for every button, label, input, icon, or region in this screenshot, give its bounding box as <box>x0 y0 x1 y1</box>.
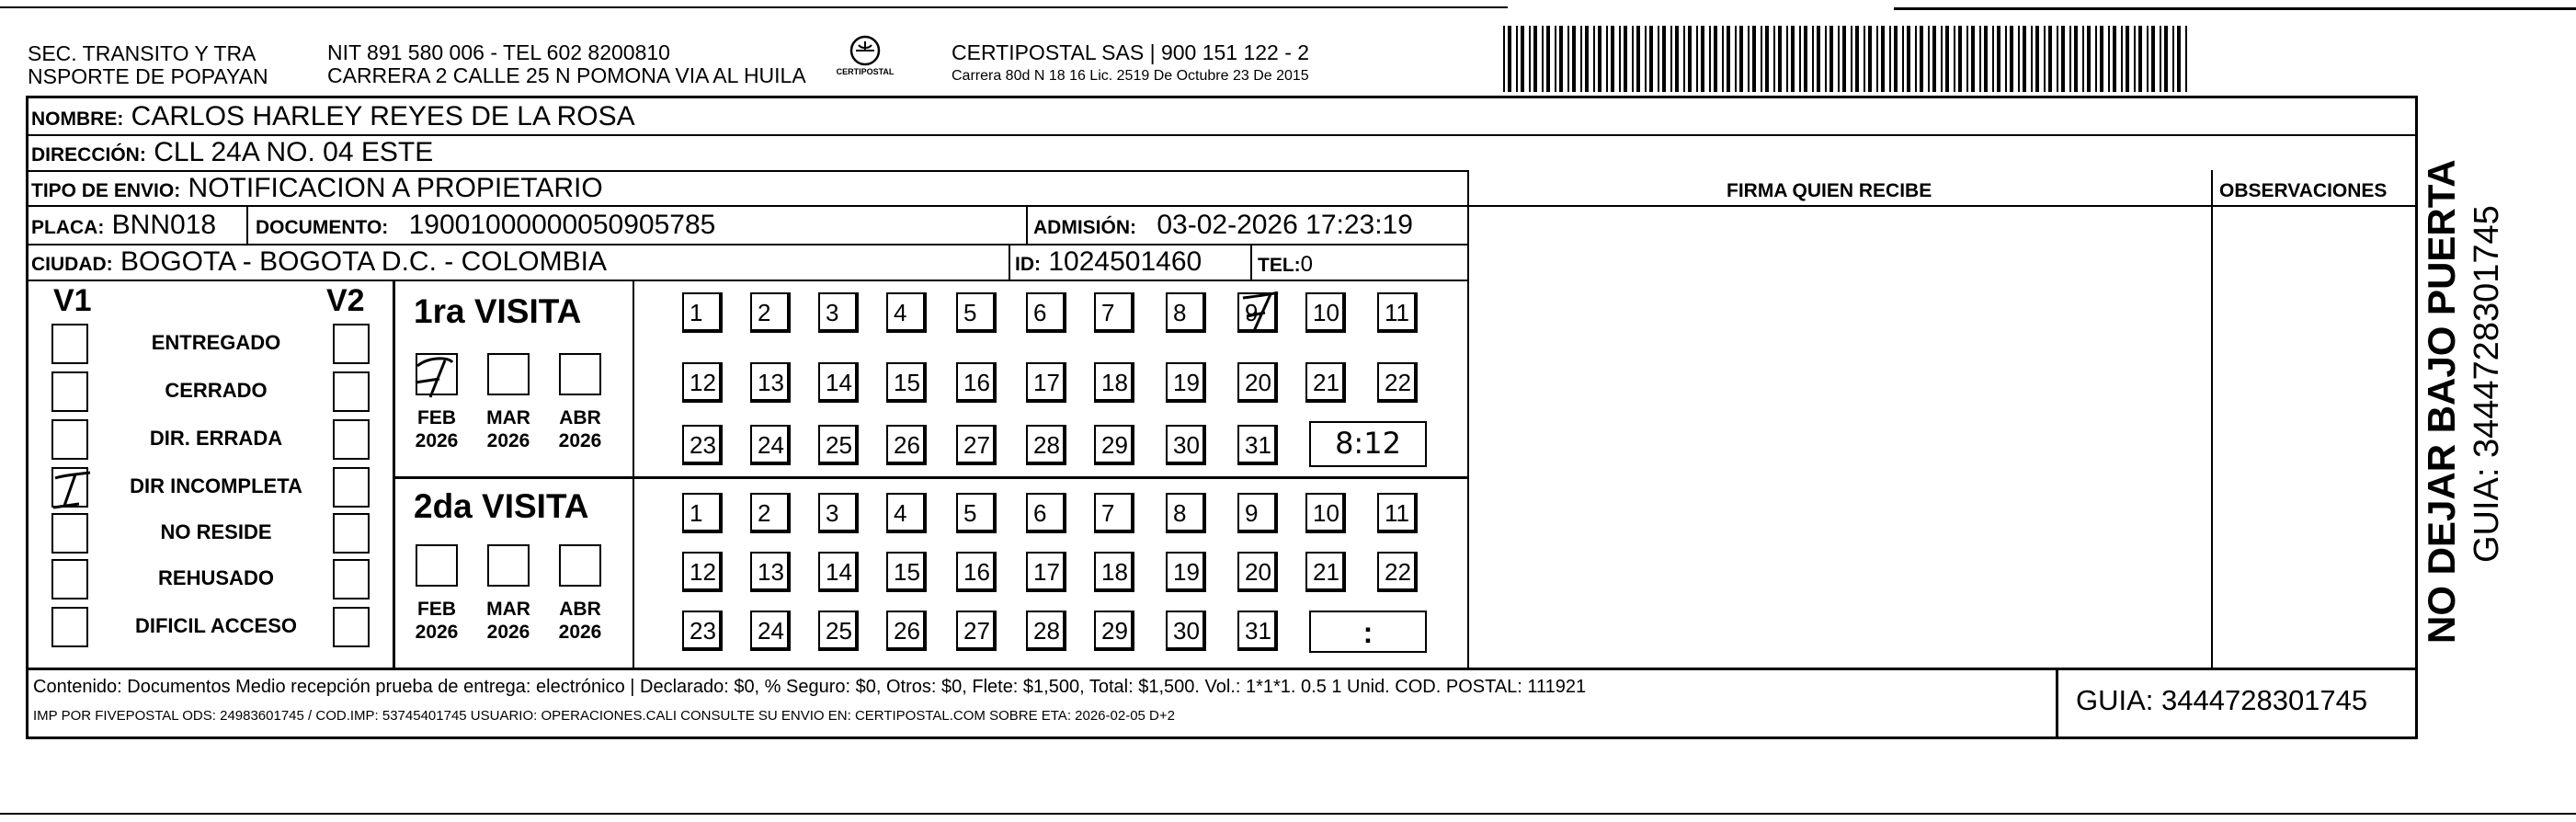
logo-text: CERTIPOSTAL <box>836 67 895 76</box>
first-visit-month-box[interactable] <box>487 353 530 395</box>
first-visit-day[interactable]: 19 <box>1166 362 1206 403</box>
barcode-bar <box>1662 26 1666 92</box>
placa-field <box>31 210 216 244</box>
direccion-field <box>31 137 433 171</box>
firma-left-divider <box>1467 170 1469 668</box>
barcode-bar <box>2061 26 2065 92</box>
barcode-bar <box>1868 26 1872 92</box>
barcode-bar <box>1611 26 1614 92</box>
id-value: 1024501460 <box>1048 246 1203 277</box>
bottom-edge-line <box>0 813 2576 815</box>
barcode-bar <box>1559 26 1563 92</box>
documento-value: 19001000000050905785 <box>408 210 716 240</box>
barcode-bar <box>1799 26 1801 92</box>
barcode-bar <box>2138 26 2142 92</box>
second-visit-month-box[interactable] <box>416 544 458 587</box>
tel-label: TEL: <box>1258 255 1301 276</box>
barcode-bar <box>1876 26 1878 92</box>
v2-checkbox[interactable] <box>333 419 370 460</box>
barcode-bar <box>1546 26 1550 92</box>
v1-checkbox[interactable] <box>51 419 88 460</box>
status-divider <box>393 281 395 668</box>
tel-field <box>1258 249 1313 281</box>
placa-label: PLACA: <box>31 217 105 238</box>
second-visit-day[interactable]: 16 <box>956 552 997 592</box>
nombre-field <box>31 101 635 135</box>
observaciones-left-divider <box>2211 170 2213 668</box>
barcode-bar <box>1636 26 1640 92</box>
second-visit-day[interactable]: 14 <box>818 552 859 592</box>
barcode-bar <box>1508 26 1511 92</box>
first-visit-day[interactable]: 6 <box>1026 292 1066 333</box>
second-visit-day[interactable]: 5 <box>956 493 997 533</box>
first-visit-day[interactable]: 24 <box>750 425 791 465</box>
first-visit-title: 1ra VISITA <box>414 292 582 330</box>
barcode-bar <box>2048 26 2052 92</box>
tel-divider <box>1250 245 1252 280</box>
form-top-border <box>26 96 2418 98</box>
first-visit-day[interactable]: 28 <box>1026 425 1066 465</box>
barcode-bar <box>2069 26 2071 92</box>
second-visit-day[interactable]: 22 <box>1377 552 1418 592</box>
admision-value: 03-02-2026 17:23:19 <box>1157 210 1413 240</box>
v2-checkbox[interactable] <box>333 513 370 554</box>
second-visit-day[interactable]: 17 <box>1026 552 1066 592</box>
barcode-bar <box>1593 26 1595 92</box>
barcode-bar <box>2018 26 2020 92</box>
barcode-bar <box>2121 26 2123 92</box>
guia-footer-divider <box>2056 668 2058 737</box>
second-visit-day[interactable]: 4 <box>886 493 927 533</box>
barcode-bar <box>1842 26 1846 92</box>
barcode-bar <box>1727 26 1730 92</box>
barcode-bar <box>1829 26 1833 92</box>
barcode-bar <box>1649 26 1653 92</box>
second-visit-day[interactable]: 6 <box>1026 493 1066 533</box>
barcode-bar <box>1778 26 1782 92</box>
barcode-bar <box>1658 26 1659 92</box>
first-visit-day[interactable]: 26 <box>886 425 927 465</box>
barcode-bar <box>1928 26 1930 92</box>
barcode-bar <box>2172 26 2174 92</box>
first-visit-day[interactable]: 7 <box>1094 292 1134 333</box>
first-visit-day[interactable]: 11 <box>1377 292 1418 333</box>
tipo-envio-value: NOTIFICACION A PROPIETARIO <box>188 173 603 203</box>
barcode-bar <box>1624 26 1627 92</box>
sender-line-1: SEC. TRANSITO Y TRA <box>28 41 256 65</box>
barcode-bar <box>2147 26 2149 92</box>
footer-imp: IMP POR FIVEPOSTAL ODS: 24983601745 / COD.IMP: 53745401745 USUARIO: OPERACIONES.CALI CONSULTE SU ENVIO EN: CERTIPOSTAL.COM SOBRE ETA: 2026-02-05 D+2 <box>33 708 1175 724</box>
second-visit-day[interactable]: 19 <box>1166 552 1206 592</box>
form-bottom-border <box>26 736 2418 739</box>
first-visit-day[interactable]: 10 <box>1305 292 1346 333</box>
month-label: ABR 2026 <box>558 407 602 451</box>
first-visit-day[interactable]: 12 <box>682 362 723 403</box>
barcode-bar <box>1966 26 1968 92</box>
check-mark-dir-incompleta <box>48 467 94 513</box>
placa-value: BNN018 <box>111 210 217 240</box>
barcode-bar <box>1598 26 1601 92</box>
first-visit-day[interactable]: 29 <box>1094 425 1134 465</box>
side-warning: NO DEJAR BAJO PUERTA <box>2420 159 2463 644</box>
month-label: MAR 2026 <box>486 407 530 451</box>
barcode-bar <box>1739 26 1743 92</box>
ciudad-field <box>31 246 607 280</box>
second-visit-day[interactable]: 10 <box>1305 493 1346 533</box>
direccion-label: DIRECCIÓN: <box>31 144 146 166</box>
company-line: CERTIPOSTAL SAS | 900 151 122 - 2 <box>952 40 1310 64</box>
barcode-bar <box>2134 26 2136 92</box>
barcode-bar <box>1804 26 1807 92</box>
ciudad-label: CIUDAD: <box>31 254 113 275</box>
second-visit-title: 2da VISITA <box>414 487 589 525</box>
v2-checkbox[interactable] <box>333 371 370 412</box>
barcode-bar <box>1971 26 1975 92</box>
barcode-bar <box>2151 26 2155 92</box>
barcode-bar <box>2164 26 2168 92</box>
v1-checkbox[interactable] <box>51 559 88 599</box>
barcode-bar <box>1748 26 1750 92</box>
status-label: NO RESIDE <box>160 520 272 543</box>
barcode-bar <box>1997 26 2000 92</box>
barcode-bar <box>1851 26 1852 92</box>
second-visit-day[interactable]: 8 <box>1166 493 1206 533</box>
first-visit-day[interactable]: 16 <box>956 362 997 403</box>
footer-top-line <box>26 668 2418 670</box>
status-label: DIR. ERRADA <box>149 427 283 450</box>
barcode-bar <box>1773 26 1775 92</box>
nombre-label: NOMBRE: <box>31 108 124 130</box>
placa-divider <box>246 207 248 244</box>
barcode-bar <box>1683 26 1685 92</box>
second-visit-day[interactable]: 13 <box>750 552 791 592</box>
barcode-bar <box>2113 26 2116 92</box>
status-label: DIFICIL ACCESO <box>134 614 297 637</box>
barcode-bar <box>1979 26 1981 92</box>
second-visit-day[interactable]: 7 <box>1094 493 1134 533</box>
second-visit-day[interactable]: 12 <box>682 552 723 592</box>
admision-divider <box>1026 207 1028 244</box>
barcode-bar <box>1580 26 1582 92</box>
tel-value: 0 <box>1300 252 1314 277</box>
barcode-bar <box>1722 26 1724 92</box>
first-visit-day[interactable]: 3 <box>818 292 859 333</box>
barcode-bar <box>1894 26 1898 92</box>
documento-label: DOCUMENTO: <box>256 217 389 238</box>
barcode-bar <box>2010 26 2013 92</box>
barcode-bar <box>2100 26 2103 92</box>
barcode-bar <box>1954 26 1955 92</box>
first-visit-day[interactable]: 17 <box>1026 362 1066 403</box>
barcode-bar <box>1701 26 1704 92</box>
status-label: REHUSADO <box>158 566 274 589</box>
barcode-bar <box>1645 26 1647 92</box>
v2-checkbox[interactable] <box>333 559 370 599</box>
barcode-bar <box>1958 26 1962 92</box>
barcode-bar <box>2082 26 2084 92</box>
month-label: MAR 2026 <box>486 599 530 643</box>
second-visit-day[interactable]: 20 <box>1237 552 1278 592</box>
barcode-bar <box>1735 26 1737 92</box>
barcode-bar <box>1503 26 1505 92</box>
second-visit-day[interactable]: 1 <box>682 493 723 533</box>
admision-label: ADMISIÓN: <box>1033 217 1136 238</box>
sender-line-2: NSPORTE DE POPAYAN <box>28 64 268 88</box>
second-visit-month-box[interactable] <box>487 544 530 587</box>
first-visit-day[interactable]: 22 <box>1377 362 1418 403</box>
first-visit-day[interactable]: 4 <box>886 292 927 333</box>
license-line: Carrera 80d N 18 16 Lic. 2519 De Octubre 23 De 2015 <box>952 68 1309 84</box>
second-visit-day[interactable]: 25 <box>818 611 859 651</box>
id-divider <box>1009 245 1010 280</box>
second-visit-day[interactable]: 26 <box>886 611 927 651</box>
first-visit-time[interactable]: 8:12 <box>1309 421 1427 467</box>
first-visit-day[interactable]: 5 <box>956 292 997 333</box>
second-visit-day[interactable]: 15 <box>886 552 927 592</box>
first-visit-month-box[interactable] <box>559 353 601 395</box>
barcode-bar <box>1889 26 1891 92</box>
first-visit-day[interactable]: 30 <box>1166 425 1206 465</box>
observaciones-header: OBSERVACIONES <box>2219 180 2388 201</box>
id-field <box>1015 246 1202 280</box>
first-visit-day[interactable]: 27 <box>956 425 997 465</box>
barcode-bar <box>1825 26 1827 92</box>
second-visit-day[interactable]: 18 <box>1094 552 1134 592</box>
barcode <box>1503 26 2193 92</box>
first-visit-day[interactable]: 14 <box>818 362 859 403</box>
first-visit-day[interactable]: 1 <box>682 292 723 333</box>
barcode-bar <box>1907 26 1910 92</box>
v1-checkbox[interactable] <box>51 513 88 554</box>
barcode-bar <box>1542 26 1544 92</box>
firma-header: FIRMA QUIEN RECIBE <box>1727 180 1932 201</box>
first-visit-day[interactable]: 23 <box>682 425 723 465</box>
second-visit-day[interactable]: 2 <box>750 493 791 533</box>
second-visit-day[interactable]: 27 <box>956 611 997 651</box>
barcode-bar <box>1765 26 1769 92</box>
footer-guia: GUIA: 3444728301745 <box>2076 684 2368 716</box>
tipo-envio-label: TIPO DE ENVIO: <box>31 180 181 201</box>
second-visit-day[interactable]: 23 <box>682 611 723 651</box>
barcode-bar <box>1632 26 1634 92</box>
month-label: FEB 2026 <box>415 599 459 643</box>
v1-label: V1 <box>53 283 92 318</box>
barcode-bar <box>1838 26 1840 92</box>
barcode-bar <box>1521 26 1524 92</box>
check-mark-feb <box>412 353 458 403</box>
direccion-value: CLL 24A NO. 04 ESTE <box>154 137 434 167</box>
v2-checkbox[interactable] <box>333 324 370 364</box>
nit-line: NIT 891 580 006 - TEL 602 8200810 <box>327 40 670 64</box>
barcode-bar <box>2108 26 2110 92</box>
barcode-bar <box>1786 26 1788 92</box>
barcode-bar <box>1941 26 1943 92</box>
barcode-bar <box>2005 26 2007 92</box>
first-visit-day[interactable]: 20 <box>1237 362 1278 403</box>
second-visit-day[interactable]: 9 <box>1237 493 1278 533</box>
barcode-bar <box>1761 26 1762 92</box>
certipostal-logo <box>832 34 898 80</box>
status-label: DIR INCOMPLETA <box>130 474 302 497</box>
barcode-bar <box>2095 26 2097 92</box>
footer-contenido: Contenido: Documentos Medio recepción prueba de entrega: electrónico | Declarado: $0, % Seguro: $0, Otros: $0, Flete: $1,500, Total: $1,500. Vol.: 1*1*1. 0.5 1 Unid. COD. POSTAL: 111921 <box>33 677 1587 697</box>
id-label: ID: <box>1015 254 1041 275</box>
second-visit-day[interactable]: 31 <box>1237 611 1278 651</box>
barcode-bar <box>1902 26 1904 92</box>
form-left-border <box>26 96 28 739</box>
barcode-bar <box>1932 26 1936 92</box>
barcode-bar <box>2185 26 2187 92</box>
v2-checkbox[interactable] <box>333 467 370 508</box>
admision-field <box>1033 210 1413 244</box>
barcode-bar <box>1688 26 1692 92</box>
v1-checkbox[interactable] <box>51 371 88 412</box>
barcode-bar <box>1864 26 1865 92</box>
barcode-bar <box>2044 26 2046 92</box>
second-visit-day[interactable]: 24 <box>750 611 791 651</box>
month-label: ABR 2026 <box>558 599 602 643</box>
first-visit-day[interactable]: 9 <box>1237 292 1278 333</box>
first-visit-day[interactable]: 8 <box>1166 292 1206 333</box>
second-visit-day[interactable]: 11 <box>1377 493 1418 533</box>
section-header-line <box>1467 205 2418 207</box>
barcode-bar <box>1920 26 1923 92</box>
barcode-bar <box>1812 26 1814 92</box>
barcode-bar <box>1585 26 1589 92</box>
barcode-bar <box>1572 26 1576 92</box>
second-visit-time[interactable]: : <box>1309 611 1427 653</box>
nombre-value: CARLOS HARLEY REYES DE LA ROSA <box>131 101 635 131</box>
sender-address: CARRERA 2 CALLE 25 N POMONA VIA AL HUILA <box>327 63 806 87</box>
barcode-bar <box>1567 26 1569 92</box>
barcode-bar <box>1817 26 1820 92</box>
second-visit-day[interactable]: 3 <box>818 493 859 533</box>
barcode-bar <box>1945 26 1949 92</box>
barcode-bar <box>1696 26 1698 92</box>
barcode-bar <box>2031 26 2033 92</box>
barcode-bar <box>1533 26 1537 92</box>
barcode-bar <box>1855 26 1859 92</box>
barcode-bar <box>1791 26 1795 92</box>
barcode-bar <box>1881 26 1885 92</box>
barcode-bar <box>1619 26 1621 92</box>
top-edge-line <box>0 6 1508 8</box>
v2-label: V2 <box>326 283 365 318</box>
barcode-bar <box>1529 26 1531 92</box>
months-divider <box>633 281 634 668</box>
barcode-bar <box>1984 26 1988 92</box>
check-mark-day-9 <box>1237 289 1283 335</box>
first-visit-day[interactable]: 18 <box>1094 362 1134 403</box>
barcode-bar <box>1714 26 1717 92</box>
barcode-bar <box>1555 26 1556 92</box>
first-visit-day[interactable]: 25 <box>818 425 859 465</box>
second-visit-day[interactable]: 30 <box>1166 611 1206 651</box>
first-visit-day[interactable]: 15 <box>886 362 927 403</box>
first-visit-day[interactable]: 21 <box>1305 362 1346 403</box>
month-label: FEB 2026 <box>415 407 459 451</box>
barcode-bar <box>1752 26 1756 92</box>
first-visit-day[interactable]: 13 <box>750 362 791 403</box>
side-guia: GUIA: 3444728301745 <box>2468 205 2506 563</box>
barcode-bar <box>2160 26 2161 92</box>
tipo-envio-field <box>31 173 603 207</box>
first-visit-day[interactable]: 2 <box>750 292 791 333</box>
barcode-bar <box>1992 26 1994 92</box>
barcode-bar <box>2035 26 2039 92</box>
second-visit-month-box[interactable] <box>559 544 601 587</box>
barcode-bar <box>1709 26 1711 92</box>
barcode-bar <box>1915 26 1917 92</box>
v1-checkbox[interactable] <box>51 324 88 364</box>
barcode-bar <box>1606 26 1608 92</box>
status-label: ENTREGADO <box>151 331 281 354</box>
row-line-4 <box>26 244 1469 245</box>
barcode-bar <box>2074 26 2078 92</box>
second-visit-day[interactable]: 21 <box>1305 552 1346 592</box>
barcode-bar <box>2177 26 2181 92</box>
v2-checkbox[interactable] <box>333 607 370 647</box>
documento-field <box>256 210 715 244</box>
v1-checkbox[interactable] <box>51 607 88 647</box>
top-edge-line-right <box>1894 7 2576 10</box>
first-visit-day[interactable]: 31 <box>1237 425 1278 465</box>
barcode-bar <box>1675 26 1679 92</box>
barcode-bar <box>2057 26 2058 92</box>
visit-divider <box>393 476 1468 479</box>
barcode-bar <box>2126 26 2129 92</box>
second-visit-day[interactable]: 28 <box>1026 611 1066 651</box>
second-visit-day[interactable]: 29 <box>1094 611 1134 651</box>
ciudad-value: BOGOTA - BOGOTA D.C. - COLOMBIA <box>120 246 607 277</box>
barcode-bar <box>2087 26 2091 92</box>
barcode-bar <box>1516 26 1518 92</box>
status-label: CERRADO <box>165 379 268 402</box>
form-right-border <box>2415 96 2418 739</box>
barcode-bar <box>2023 26 2026 92</box>
barcode-bar <box>1670 26 1672 92</box>
